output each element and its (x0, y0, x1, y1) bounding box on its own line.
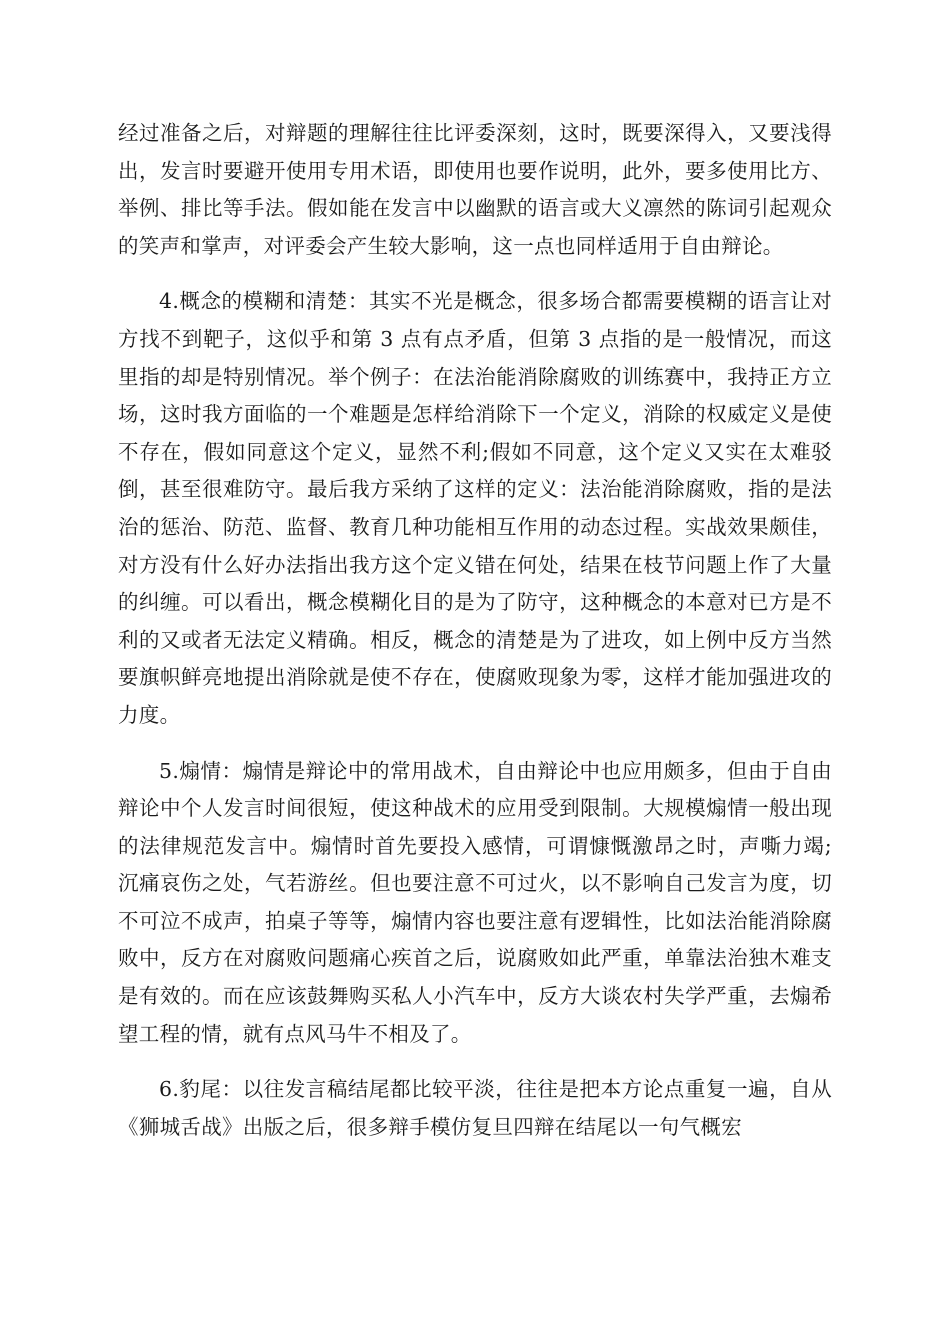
paragraph-strong-ending: 6.豹尾：以往发言稿结尾都比较平淡，往往是把本方论点重复一遍，自从《狮城舌战》出版之后，很多辩手模仿复旦四辩在结尾以一句气概宏 (118, 1077, 832, 1139)
paragraph-continuation: 经过准备之后，对辩题的理解往往比评委深刻，这时，既要深得入，又要浅得出，发言时要避开使用专用术语，即使用也要作说明，此外，要多使用比方、举例、排比等手法。假如能在发言中以幽默的语言或大义凛然的陈词引起观众的笑声和掌声，对评委会产生较大影响，这一点也同样适用于自由辩论。 (118, 121, 832, 258)
paragraph-concept-ambiguity: 4.概念的模糊和清楚：其实不光是概念，很多场合都需要模糊的语言让对方找不到靶子，这似乎和第 3 点有点矛盾，但第 3 点指的是一般情况，而这里指的却是特别情况。举个例子：在法治能消除腐败的训练赛中，我持正方立场，这时我方面临的一个难题是怎样给消除下一个定义，消除的权威定义是使不存在，假如同意这个定义，显然不利;假如不同意，这个定义又实在太难驳倒，甚至很难防守。最后我方采纳了这样的定义：法治能消除腐败，指的是法治的惩治、防范、监督、教育几种功能相互作用的动态过程。实战效果颇佳，对方没有什么好办法指出我方这个定义错在何处，结果在枝节问题上作了大量的纠缠。可以看出，概念模糊化目的是为了防守，这种概念的本意对已方是不利的又或者无法定义精确。相反，概念的清楚是为了进攻，如上例中反方当然要旗帜鲜亮地提出消除就是使不存在，使腐败现象为零，这样才能加强进攻的力度。 (118, 289, 832, 727)
document-body (118, 115, 832, 1164)
paragraph-emotional-appeal: 5.煽情：煽情是辩论中的常用战术，自由辩论中也应用颇多，但由于自由辩论中个人发言时间很短，使这种战术的应用受到限制。大规模煽情一般出现的法律规范发言中。煽情时首先要投入感情，可谓慷慨激昂之时，声嘶力竭;沉痛哀伤之处，气若游丝。但也要注意不可过火，以不影响自己发言为度，切不可泣不成声，拍桌子等等，煽情内容也要注意有逻辑性，比如法治能消除腐败中，反方在对腐败问题痛心疾首之后，说腐败如此严重，单靠法治独木难支是有效的。而在应该鼓舞购买私人小汽车中，反方大谈农村失学严重，去煽希望工程的情，就有点风马牛不相及了。 (118, 758, 832, 1046)
